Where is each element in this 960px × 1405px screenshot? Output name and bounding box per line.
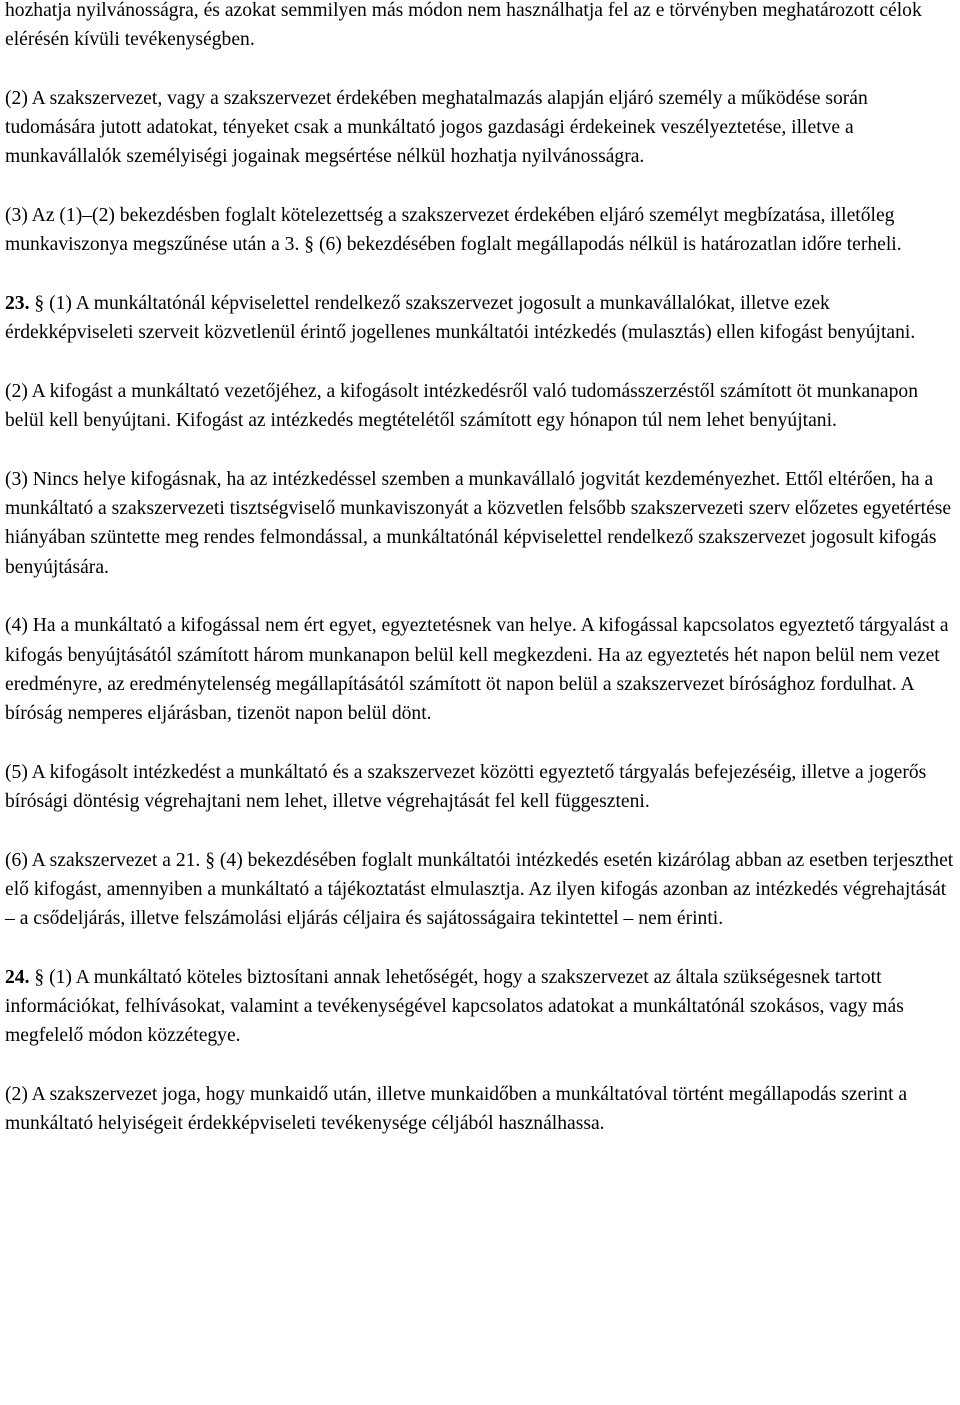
paragraph-23-4: (4) Ha a munkáltató a kifogással nem ért egyet, egyeztetésnek van helye. A kifogással kapcsolatos egyeztető tárgyalást a kifogás benyújtásától számított három munkanapon belül kell megkezdeni. Ha az egyeztetés hét napon belül nem vezet eredményre, az eredménytelenség megállapításától számított öt napon belül a szakszervezet bírósághoz fordulhat. A bíróság nemperes eljárásban, tizenöt napon belül dönt.	[5, 615, 949, 725]
paragraph-23-3: (3) Nincs helye kifogásnak, ha az intézkedéssel szemben a munkavállaló jogvitát kezdeményezhet. Ettől eltérően, ha a munkáltató a szakszervezeti tisztségviselő munkaviszonyát a közvetlen felsőbb szakszervezeti szerv előzetes egyetértése hiányában szüntette meg rendes felmondással, a munkáltatónál képviselettel rendelkező szakszervezet jogosult kifogás benyújtására.	[5, 468, 952, 578]
paragraph-23-5: (5) A kifogásolt intézkedést a munkáltató és a szakszervezet közötti egyeztető tárgyalás befejezéséig, illetve a jogerős bírósági döntésig végrehajtani nem lehet, illetve végrehajtását fel kell függeszteni.	[5, 761, 927, 813]
paragraph-text: § (1) A munkáltató köteles biztosítani annak lehetőségét, hogy a szakszervezet az általa szükségesnek tartott információkat, felhívásokat, valamint a tevékenységével kapcsolatos adatokat a munkáltatónál szokásos, vagy más megfelelő módon közzétegye.	[5, 966, 904, 1047]
paragraph-22-2: (2) A szakszervezet, vagy a szakszervezet érdekében meghatalmazás alapján eljáró személy a működése során tudomására jutott adatokat, tényeket csak a munkáltató jogos gazdasági érdekeinek veszélyeztetése, illetve a munkavállalók személyiségi jogainak megsértése nélkül hozhatja nyilvánosságra.	[5, 87, 868, 168]
paragraph-23-2: (2) A kifogást a munkáltató vezetőjéhez, a kifogásolt intézkedésről való tudomásszerzéstől számított öt munkanapon belül kell benyújtani. Kifogást az intézkedés megtételétől számított egy hónapon túl nem lehet benyújtani.	[5, 380, 919, 432]
section-number-23: 23.	[5, 292, 30, 314]
paragraph-24-2: (2) A szakszervezet joga, hogy munkaidő után, illetve munkaidőben a munkáltatóval történt megállapodás szerint a munkáltató helyiségeit érdekképviseleti tevékenysége céljából használhassa.	[5, 1083, 908, 1135]
document-page	[5, 0, 955, 1139]
paragraph-text: § (1) A munkáltatónál képviselettel rendelkező szakszervezet jogosult a munkavállalókat, illetve ezek érdekképviseleti szerveit közvetlenül érintő jogellenes munkáltatói intézkedés (mulasztás) ellen kifogást benyújtani.	[5, 292, 916, 344]
paragraph-continuation: hozhatja nyilvánosságra, és azokat semmilyen más módon nem használhatja fel az e törvényben meghatározott célok elérésén kívüli tevékenységben.	[5, 0, 922, 51]
paragraph-24-1	[5, 963, 955, 1051]
section-number-24: 24.	[5, 966, 30, 988]
paragraph-23-6: (6) A szakszervezet a 21. § (4) bekezdésében foglalt munkáltatói intézkedés esetén kizárólag abban az esetben terjeszthet elő kifogást, amennyiben a munkáltató a tájékoztatást elmulasztja. Az ilyen kifogás azonban az intézkedés végrehajtását – a csődeljárás, illetve felszámolási eljárás céljaira és sajátosságaira tekintettel – nem érinti.	[5, 849, 954, 930]
paragraph-22-3: (3) Az (1)–(2) bekezdésben foglalt kötelezettség a szakszervezet érdekében eljáró személyt megbízatása, illetőleg munkaviszonya megszűnése után a 3. § (6) bekezdésében foglalt megállapodás nélkül is határozatlan időre terheli.	[5, 205, 902, 256]
paragraph-23-1	[5, 289, 955, 348]
